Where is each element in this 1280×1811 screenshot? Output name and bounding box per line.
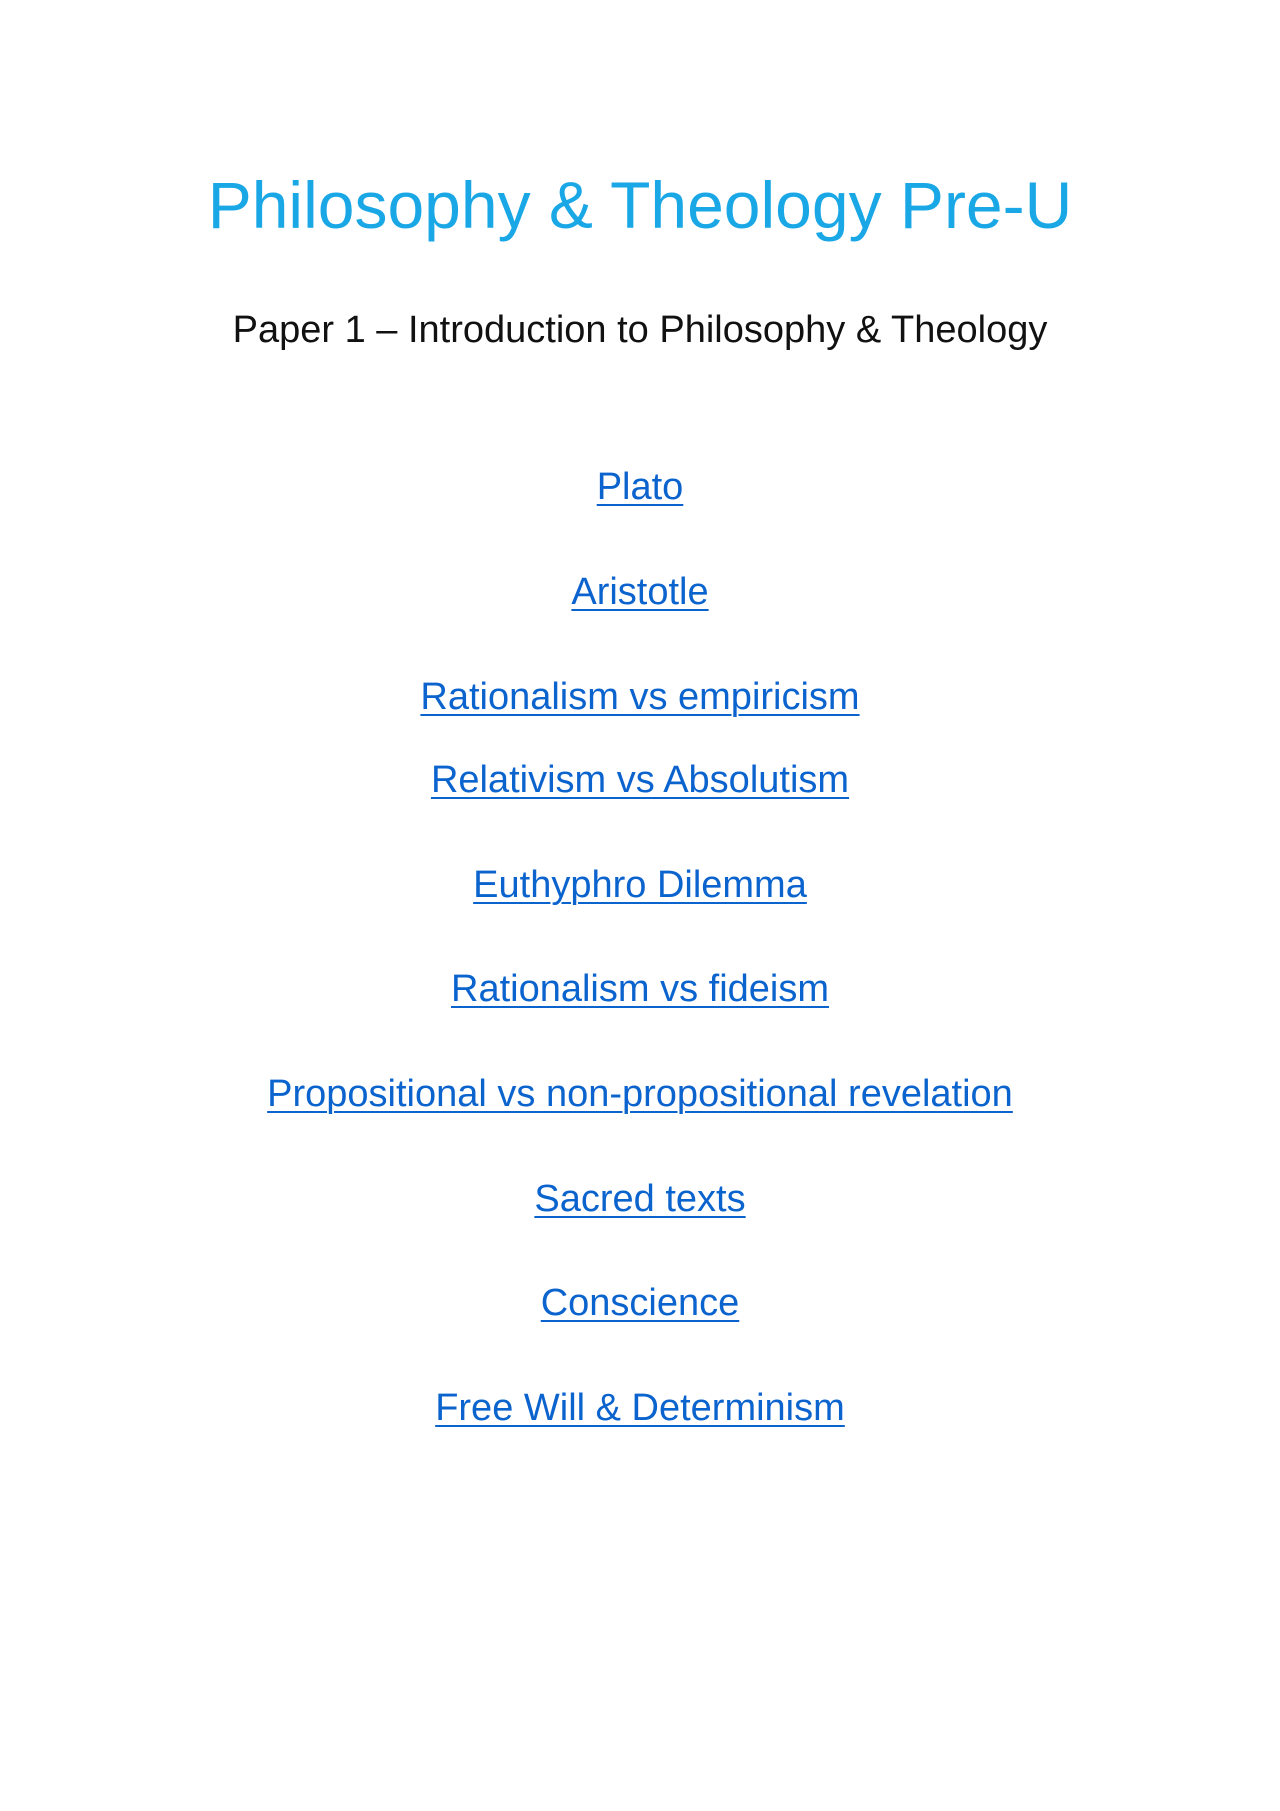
link-conscience[interactable]: Conscience xyxy=(540,1282,740,1324)
list-item xyxy=(0,568,1280,616)
link-euthyphro-dilemma[interactable]: Euthyphro Dilemma xyxy=(473,864,807,906)
list-item xyxy=(0,1384,1280,1432)
link-free-will-determinism[interactable]: Free Will & Determinism xyxy=(435,1387,845,1429)
link-aristotle[interactable]: Aristotle xyxy=(571,571,709,613)
list-item xyxy=(0,463,1280,511)
list-item xyxy=(0,861,1280,909)
link-relativism-vs-absolutism[interactable]: Relativism vs Absolutism xyxy=(430,759,850,801)
list-item xyxy=(0,756,1280,804)
list-item xyxy=(0,1279,1280,1327)
link-propositional-revelation[interactable]: Propositional vs non-propositional revelation xyxy=(267,1073,1013,1115)
list-item xyxy=(0,965,1280,1013)
link-rationalism-vs-fideism[interactable]: Rationalism vs fideism xyxy=(451,968,829,1010)
document-subtitle: Paper 1 – Introduction to Philosophy & Theology xyxy=(232,309,1048,351)
list-item xyxy=(0,1070,1280,1118)
document-title: Philosophy & Theology Pre-U xyxy=(207,168,1073,242)
link-sacred-texts[interactable]: Sacred texts xyxy=(534,1178,746,1220)
list-item xyxy=(0,1175,1280,1223)
list-item xyxy=(0,673,1280,721)
link-plato[interactable]: Plato xyxy=(596,466,684,508)
link-rationalism-vs-empiricism[interactable]: Rationalism vs empiricism xyxy=(420,676,860,718)
